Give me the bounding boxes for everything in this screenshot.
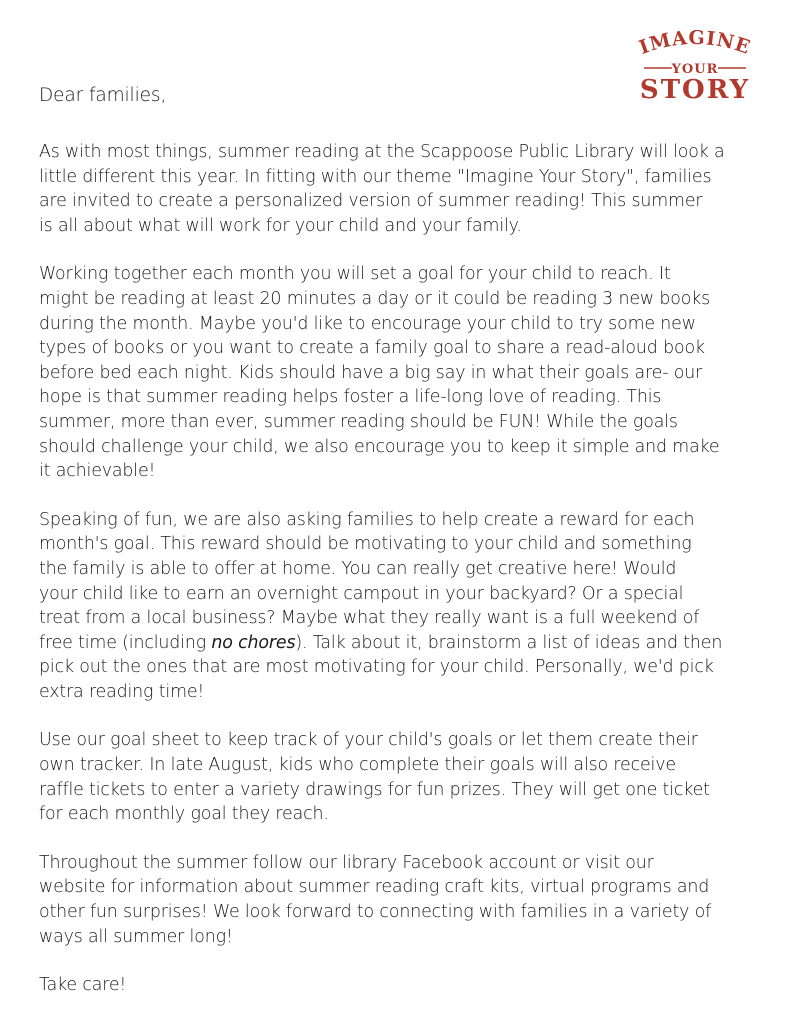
- rewards-text-end: ). Talk about it, brainstorm a list of ideas and then pick out the ones that are most motivating for your child. Personally, we'd pick extra reading time!: [39, 632, 723, 702]
- paragraph-rewards: [39, 508, 774, 705]
- logo-line2: YOUR: [671, 62, 719, 77]
- rewards-emphasis: no chores: [211, 632, 296, 653]
- greeting: Dear families,: [39, 85, 167, 106]
- logo-line3: STORY: [639, 75, 751, 102]
- paragraph-intro: As with most things, summer reading at the Scappoose Public Library will look a little different this year. In fitting with our theme "Imagine Your Story", families are invited to create a personalized version of summer reading! This summer is all about what will work for your child and your family.: [39, 142, 725, 236]
- closing: Take care!: [39, 975, 127, 996]
- rewards-text-start: Speaking of fun, we are also asking families to help create a reward for each month's goal. This reward should be motivating to your child and something the family is able to offer at home. You can really get creative here! Would your child like to earn an overnight campout in your backyard? Or a special treat from a local business? Maybe what they really want is a full weekend of free time (including: [39, 509, 700, 653]
- paragraph-goal-sheet: Use our goal sheet to keep track of your child's goals or let them create their own tracker. In late August, kids who complete their goals will also receive raffle tickets to enter a variety drawings for fun prizes. They will get one ticket for each monthly goal they reach.: [39, 730, 710, 825]
- imagine-your-story-logo: [632, 30, 758, 102]
- logo-graphic: [632, 30, 758, 102]
- paragraph-goals: Working together each month you will set a goal for your child to reach. It might be reading at least 20 minutes a day or it could be reading 3 new books during the month. Maybe you'd like to encourage your child to try some new types of books or you want to create a family goal to share a read-aloud book before bed each night. Kids should have a big say in what their goals are- our hope is that summer reading helps foster a life-long love of reading. This summer, more than ever, summer reading should be FUN! While the goals should challenge your child, we also encourage you to keep it simple and make it achievable!: [39, 264, 720, 482]
- svg-text:IMAGINE: [636, 30, 753, 59]
- paragraph-facebook: Throughout the summer follow our library Facebook account or visit our website for information about summer reading craft kits, virtual programs and other fun surprises! We look forward to connecting with families in a variety of ways all summer long!: [39, 852, 712, 947]
- letter-body: [39, 140, 774, 998]
- logo-line1: IMAGINE: [636, 30, 754, 60]
